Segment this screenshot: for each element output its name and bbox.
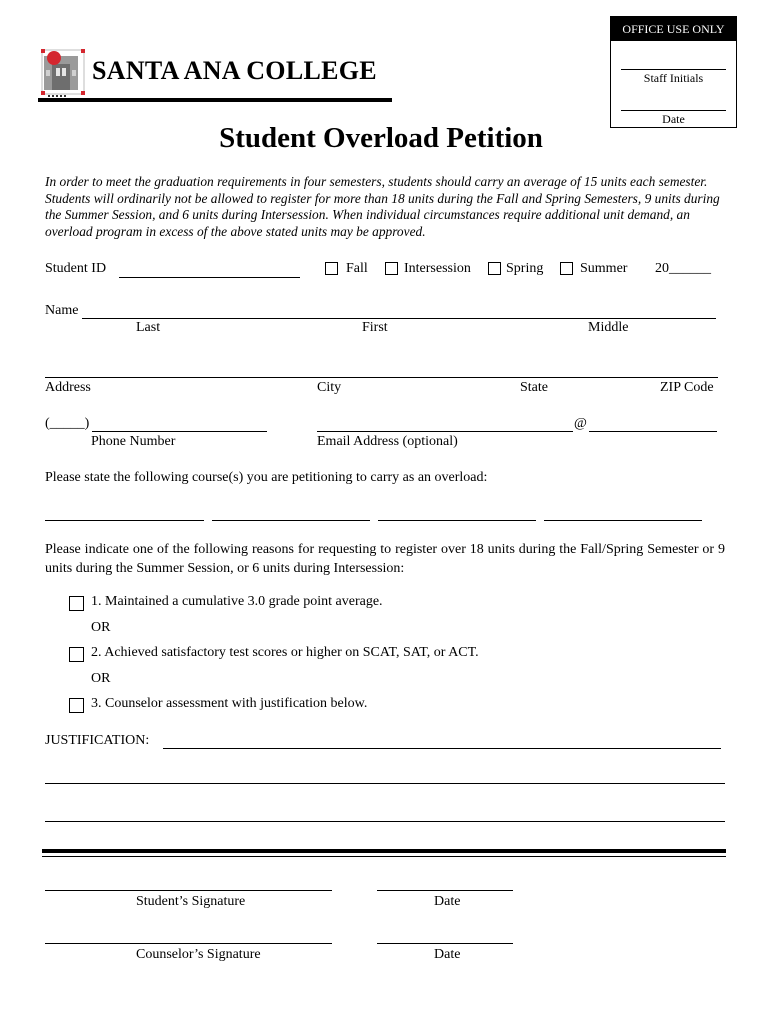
staff-initials-label: Staff Initials	[643, 71, 704, 85]
page-title: Student Overload Petition	[219, 122, 543, 154]
justification-line-3[interactable]	[45, 821, 725, 822]
phone-label: Phone Number	[91, 434, 176, 449]
name-first-label: First	[362, 320, 388, 335]
reason-2-label: 2. Achieved satisfactory test scores or higher on SCAT, SAT, or ACT.	[91, 645, 479, 660]
email-at-sign: @	[574, 416, 587, 431]
term-spring-label: Spring	[506, 261, 544, 276]
address-field[interactable]	[45, 377, 718, 378]
course-field-4[interactable]	[544, 520, 702, 521]
student-id-label: Student ID	[45, 261, 107, 276]
college-logo	[38, 44, 90, 105]
course-field-3[interactable]	[378, 520, 536, 521]
student-date-label: Date	[434, 894, 461, 909]
office-use-header: OFFICE USE ONLY	[611, 17, 736, 41]
justification-line-2[interactable]	[45, 783, 725, 784]
term-intersession-label: Intersession	[404, 261, 471, 276]
reason-1-checkbox[interactable]	[69, 596, 84, 611]
phone-field[interactable]	[92, 431, 267, 432]
student-date-field[interactable]	[377, 890, 513, 891]
student-id-field[interactable]	[119, 277, 300, 278]
reason-3-label: 3. Counselor assessment with justification below.	[91, 696, 368, 711]
name-label: Name	[45, 303, 79, 318]
section-divider-thin	[42, 856, 726, 857]
justification-label: JUSTIFICATION:	[45, 733, 150, 748]
email-domain-field[interactable]	[589, 431, 717, 432]
office-date-field[interactable]	[621, 110, 726, 111]
email-label: Email Address (optional)	[317, 434, 458, 449]
counselor-signature-field[interactable]	[45, 943, 332, 944]
or-label-1: OR	[91, 620, 111, 635]
reason-2-checkbox[interactable]	[69, 647, 84, 662]
office-use-box	[610, 16, 737, 128]
justification-line-1[interactable]	[163, 748, 721, 749]
course-field-2[interactable]	[212, 520, 370, 521]
term-fall-label: Fall	[346, 261, 368, 276]
office-date-label: Date	[662, 112, 685, 126]
counselor-date-label: Date	[434, 947, 461, 962]
counselor-signature-label: Counselor’s Signature	[136, 947, 261, 962]
term-intersession-checkbox[interactable]	[385, 262, 398, 275]
intro-paragraph: In order to meet the graduation requirements in four semesters, students should carry an average of 15 units each semester. Students will ordinarily not be allowed to register for more than 18 units during the Fall and Spring Semesters, 9 units during the Summer Session, and 6 units during Intersession. When individual circumstances require additional unit demand, an overload program in excess of the above stated units may be approved.	[45, 174, 720, 239]
email-user-field[interactable]	[317, 431, 573, 432]
city-label: City	[317, 380, 342, 395]
counselor-date-field[interactable]	[377, 943, 513, 944]
term-summer-checkbox[interactable]	[560, 262, 573, 275]
courses-prompt: Please state the following course(s) you are petitioning to carry as an overload:	[45, 470, 488, 485]
reason-1-label: 1. Maintained a cumulative 3.0 grade point average.	[91, 594, 383, 609]
name-middle-label: Middle	[588, 320, 629, 335]
course-field-1[interactable]	[45, 520, 204, 521]
reasons-prompt: Please indicate one of the following reasons for requesting to register over 18 units during the Fall/Spring Semester or 9 units during the Summer Session, or 6 units during Intersession:	[45, 542, 725, 576]
college-name: SANTA ANA COLLEGE	[92, 56, 377, 85]
student-signature-field[interactable]	[45, 890, 332, 891]
name-field[interactable]	[82, 318, 716, 319]
reason-3-checkbox[interactable]	[69, 698, 84, 713]
name-last-label: Last	[136, 320, 161, 335]
student-signature-label: Student’s Signature	[136, 894, 246, 909]
staff-initials-field[interactable]	[621, 69, 726, 70]
address-label: Address	[45, 380, 91, 395]
header-rule	[38, 98, 392, 102]
or-label-2: OR	[91, 671, 111, 686]
term-fall-checkbox[interactable]	[325, 262, 338, 275]
term-summer-label: Summer	[580, 261, 628, 276]
term-spring-checkbox[interactable]	[488, 262, 501, 275]
state-label: State	[520, 380, 548, 395]
year-field[interactable]: 20______	[655, 261, 711, 276]
zip-label: ZIP Code	[660, 380, 714, 395]
section-divider-thick	[42, 849, 726, 853]
phone-area-code[interactable]: (_____)	[45, 416, 90, 431]
